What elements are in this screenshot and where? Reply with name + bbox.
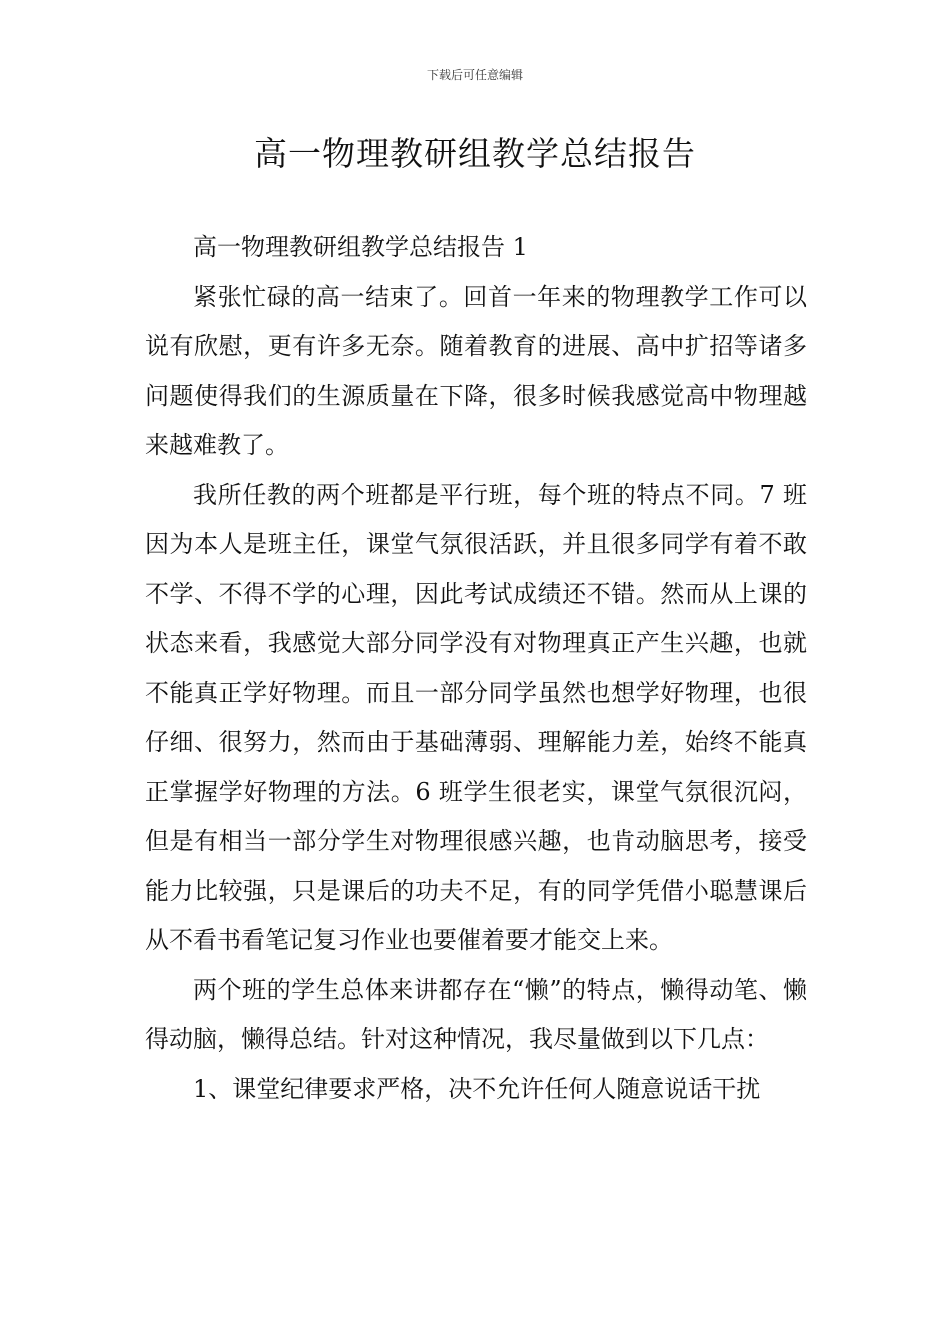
document-body [145, 223, 807, 1114]
section-heading: 高一物理教研组教学总结报告 1 [193, 233, 528, 261]
header-note: 下载后可任意编辑 [426, 68, 523, 82]
document-title: 高一物理教研组教学总结报告 [254, 134, 696, 173]
paragraph: 1、课堂纪律要求严格，决不允许任何人随意说话干扰 [193, 1074, 761, 1103]
paragraph: 两个班的学生总体来讲都存在“懒”的特点，懒得动笔、懒得动脑，懒得总结。针对这种情况，我尽量做到以下几点： [145, 975, 807, 1053]
paragraph: 我所任教的两个班都是平行班，每个班的特点不同。7 班因为本人是班主任，课堂气氛很活跃，并且很多同学有着不敢不学、不得不学的心理，因此考试成绩还不错。然而从上课的状态来看，我感觉大部分同学没有对物理真正产生兴趣，也就不能真正学好物理。而且一部分同学虽然也想学好物理，也很仔细、很努力，然而由于基础薄弱、理解能力差，始终不能真正掌握学好物理的方法。6 班学生很老实，课堂气氛很沉闷，但是有相当一部分学生对物理很感兴趣，也肯动脑思考，接受能力比较强，只是课后的功夫不足，有的同学凭借小聪慧课后从不看书看笔记复习作业也要催着要才能交上来。 [145, 480, 807, 954]
paragraph: 紧张忙碌的高一结束了。回首一年来的物理教学工作可以说有欣慰，更有许多无奈。随着教育的进展、高中扩招等诸多问题使得我们的生源质量在下降，很多时候我感觉高中物理越来越难教了。 [145, 282, 807, 459]
